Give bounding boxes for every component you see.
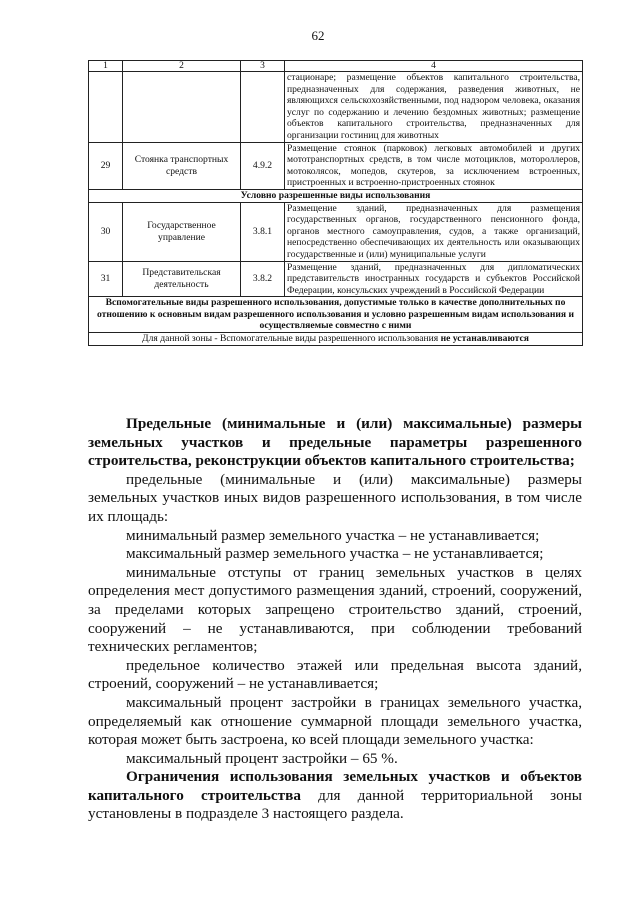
zoning-table bbox=[88, 60, 583, 346]
section-row bbox=[89, 189, 583, 202]
row-number: 31 bbox=[89, 261, 123, 297]
table-row bbox=[89, 142, 583, 189]
restrictions-bold: Ограничения использования земельных участков и объектов капитального строительства bbox=[88, 768, 582, 804]
description-cell: стационаре; размещение объектов капитального строительства, предназначенных для содержания, разведения животных, не являющихся сельскохозяйственными, под надзором человека, оказания услуг по содержанию и лечению бездомных животных; размещение объектов капитального строительства, предназначенных для организации гостиниц для животных bbox=[285, 72, 583, 143]
page-number: 62 bbox=[311, 28, 325, 43]
use-code: 4.9.2 bbox=[241, 142, 285, 189]
section-row bbox=[89, 297, 583, 333]
description-cell: Размещение зданий, предназначенных для дипломатических представительств иностранных государств и субъектов Российской Федерации, консульских учреждений в Российской Федерации bbox=[285, 261, 583, 297]
row-number: 30 bbox=[89, 202, 123, 261]
table-row bbox=[89, 202, 583, 261]
section-heading: Предельные (минимальные и (или) максимальные) размеры земельных участков и предельные параметры разрешенного строительства, реконструкции объектов капитального строительства; bbox=[88, 415, 582, 470]
zone-note-text: Для данной зоны - Вспомогательные виды разрешенного использования bbox=[142, 333, 441, 345]
use-name: Представительская деятельность bbox=[123, 261, 241, 297]
paragraph: максимальный процент застройки – 65 %. bbox=[126, 749, 398, 767]
paragraph: максимальный процент застройки в границах земельного участка, определяемый как отношение суммарной площади земельного участка, которая может быть застроена, ко всей площади земельного участка: bbox=[88, 693, 582, 749]
use-code: 3.8.1 bbox=[241, 202, 285, 261]
description-cell: Размещение зданий, предназначенных для размещения государственных органов, государственного пенсионного фонда, органов местного самоуправления, судов, а также организаций, непосредственно обеспечивающих их деятельность или оказывающих государственные и (или) муниципальные услуги bbox=[285, 202, 583, 261]
use-code: 3.8.2 bbox=[241, 261, 285, 297]
body-text bbox=[88, 415, 582, 824]
section-title: Условно разрешенные виды использования bbox=[89, 189, 583, 202]
paragraph: предельное количество этажей или предельная высота зданий, строений, сооружений – не устанавливается; bbox=[88, 656, 582, 693]
description-cell: Размещение стоянок (парковок) легковых автомобилей и других мототранспортных средств, в том числе мотоциклов, мотороллеров, мотоколясок, мопедов, скутеров, за исключением встроенных, пристроенных и встроенно-пристроенных стоянок bbox=[285, 142, 583, 189]
paragraph: максимальный размер земельного участка – не устанавливается; bbox=[126, 545, 544, 563]
section-title: Вспомогательные виды разрешенного использования, допустимые только в качестве дополнительных по отношению к основным видам разрешенного использования и условно разрешенным видам использования и осуществляемые совместно с ними bbox=[89, 297, 583, 333]
paragraph bbox=[88, 768, 582, 824]
row-number: 29 bbox=[89, 142, 123, 189]
zone-note bbox=[89, 333, 583, 346]
use-name: Стоянка транспортных средств bbox=[123, 142, 241, 189]
paragraph: минимальные отступы от границ земельных участков в целях определения мест допустимого размещения зданий, строений, сооружений, за пределами которых запрещено строительство зданий, строений, сооружений – не устанавливаются, при соблюдении требований технических регламентов; bbox=[88, 563, 582, 656]
zone-note-bold: не устанавливаются bbox=[440, 333, 529, 345]
header-cell: 3 bbox=[241, 61, 285, 72]
header-cell: 4 bbox=[285, 61, 583, 72]
use-name: Государственное управление bbox=[123, 202, 241, 261]
table-row bbox=[89, 72, 583, 143]
note-row bbox=[89, 333, 583, 346]
table-header-row bbox=[89, 61, 583, 72]
table-row bbox=[89, 261, 583, 297]
header-cell: 1 bbox=[89, 61, 123, 72]
header-cell: 2 bbox=[123, 61, 241, 72]
restrictions-text: для данной территориальной зоны установлены в подразделе 3 настоящего раздела. bbox=[88, 786, 582, 823]
paragraph: предельные (минимальные и (или) максимальные) размеры земельных участков иных видов разрешенного использования, в том числе их площадь: bbox=[88, 470, 582, 525]
paragraph: минимальный размер земельного участка – не устанавливается; bbox=[126, 526, 540, 544]
